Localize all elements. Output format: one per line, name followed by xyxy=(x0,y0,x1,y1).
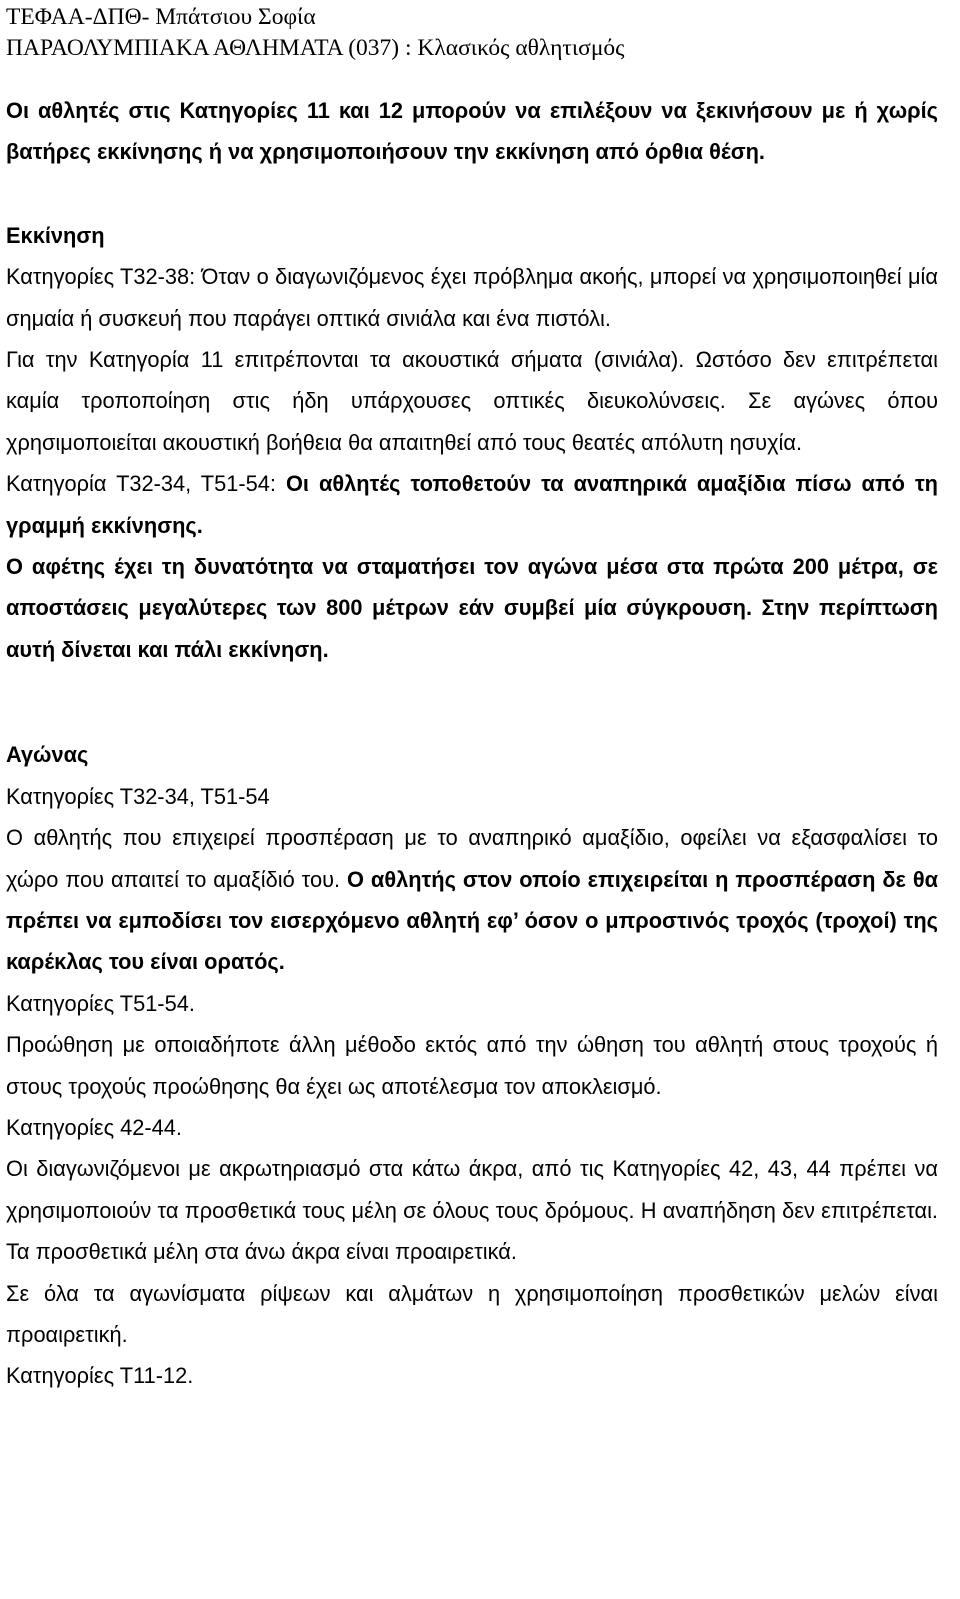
start-paragraph-1: Κατηγορίες Τ32-38: Όταν ο διαγωνιζόμενος έχει πρόβλημα ακοής, μπορεί να χρησιμοποιηθεί μία σημαία ή συσκευή που παράγει οπτικά σινιάλα και ένα πιστόλι. xyxy=(6,264,938,331)
start-paragraph-3-bold: Οι αθλητές τοποθετούν τα αναπηρικά αμαξίδια πίσω από τη γραμμή εκκίνησης. xyxy=(6,471,938,538)
intro-paragraph: Οι αθλητές στις Κατηγορίες 11 και 12 μπορούν να επιλέξουν να ξεκινήσουν με ή χωρίς βατήρες εκκίνησης ή να χρησιμοποιήσουν την εκκίνηση από όρθια θέση. xyxy=(6,98,938,165)
race-paragraph-2: Προώθηση με οποιαδήποτε άλλη μέθοδο εκτός από την ώθηση του αθλητή στους τροχούς ή στους τροχούς προώθησης θα έχει ως αποτέλεσμα τον αποκλεισμό. xyxy=(6,1032,938,1099)
start-paragraph-4: Ο αφέτης έχει τη δυνατότητα να σταματήσει τον αγώνα μέσα στα πρώτα 200 μέτρα, σε αποστάσεις μεγαλύτερες των 800 μέτρων εάν συμβεί μία σύγκρουση. Στην περίπτωση αυτή δίνεται και πάλι εκκίνηση. xyxy=(6,554,938,662)
start-heading: Εκκίνηση xyxy=(6,222,105,248)
race-paragraph-3: Οι διαγωνιζόμενοι με ακρωτηριασμό στα κάτω άκρα, από τις Κατηγορίες 42, 43, 44 πρέπει να χρησιμοποιούν τα προσθετικά τους μέλη σε όλους τους δρόμους. Η αναπήδηση δεν επιτρέπεται. Τα προσθετικά μέλη στα άνω άκρα είναι προαιρετικά. xyxy=(6,1156,938,1265)
race-paragraph-1 xyxy=(6,817,938,983)
race-category-1: Κατηγορίες Τ32-34, Τ51-54 xyxy=(6,783,270,809)
race-paragraph-4: Σε όλα τα αγωνίσματα ρίψεων και αλμάτων η χρησιμοποίηση προσθετικών μελών είναι προαιρετική. xyxy=(6,1280,938,1347)
start-paragraph-3-lead: Κατηγορία Τ32-34, Τ51-54: xyxy=(6,471,286,497)
race-paragraph-1-bold: Ο αθλητής στον οποίο επιχειρείται η προσπέραση δε θα πρέπει να εμποδίσει τον εισερχόμενο αθλητή εφ’ όσον ο μπροστινός τροχός (τροχοί) της καρέκλας του είναι ορατός. xyxy=(6,866,939,975)
page-header xyxy=(6,2,938,64)
race-category-2: Κατηγορίες Τ51-54. xyxy=(6,990,195,1016)
race-paragraph-1-normal: Ο αθλητής που επιχειρεί προσπέραση με το αναπηρικό αμαξίδιο, οφείλει να εξασφαλίσει το χώρο που απαιτεί το αμαξίδιό του. xyxy=(6,825,938,892)
document-page xyxy=(6,0,938,1397)
race-heading: Αγώνας xyxy=(6,742,89,768)
start-paragraph-3 xyxy=(6,463,938,546)
race-category-3: Κατηγορίες 42-44. xyxy=(6,1114,182,1140)
header-course-line: ΠΑΡΑΟΛΥΜΠΙΑΚΑ ΑΘΛΗΜΑΤΑ (037) : Κλασικός αθλητισμός xyxy=(6,35,625,61)
start-paragraph-2: Για την Κατηγορία 11 επιτρέπονται τα ακουστικά σήματα (σινιάλα). Ωστόσο δεν επιτρέπεται καμία τροποποίηση στις ήδη υπάρχουσες οπτικές διευκολύνσεις. Σε αγώνες όπου χρησιμοποιείται ακουστική βοήθεια θα απαιτηθεί από τους θεατές απόλυτη ησυχία. xyxy=(6,347,938,455)
race-category-4: Κατηγορίες Τ11-12. xyxy=(6,1363,194,1389)
document-body xyxy=(6,90,938,1397)
header-author-line: ΤΕΦΑΑ-ΔΠΘ- Μπάτσιου Σοφία xyxy=(6,4,316,30)
